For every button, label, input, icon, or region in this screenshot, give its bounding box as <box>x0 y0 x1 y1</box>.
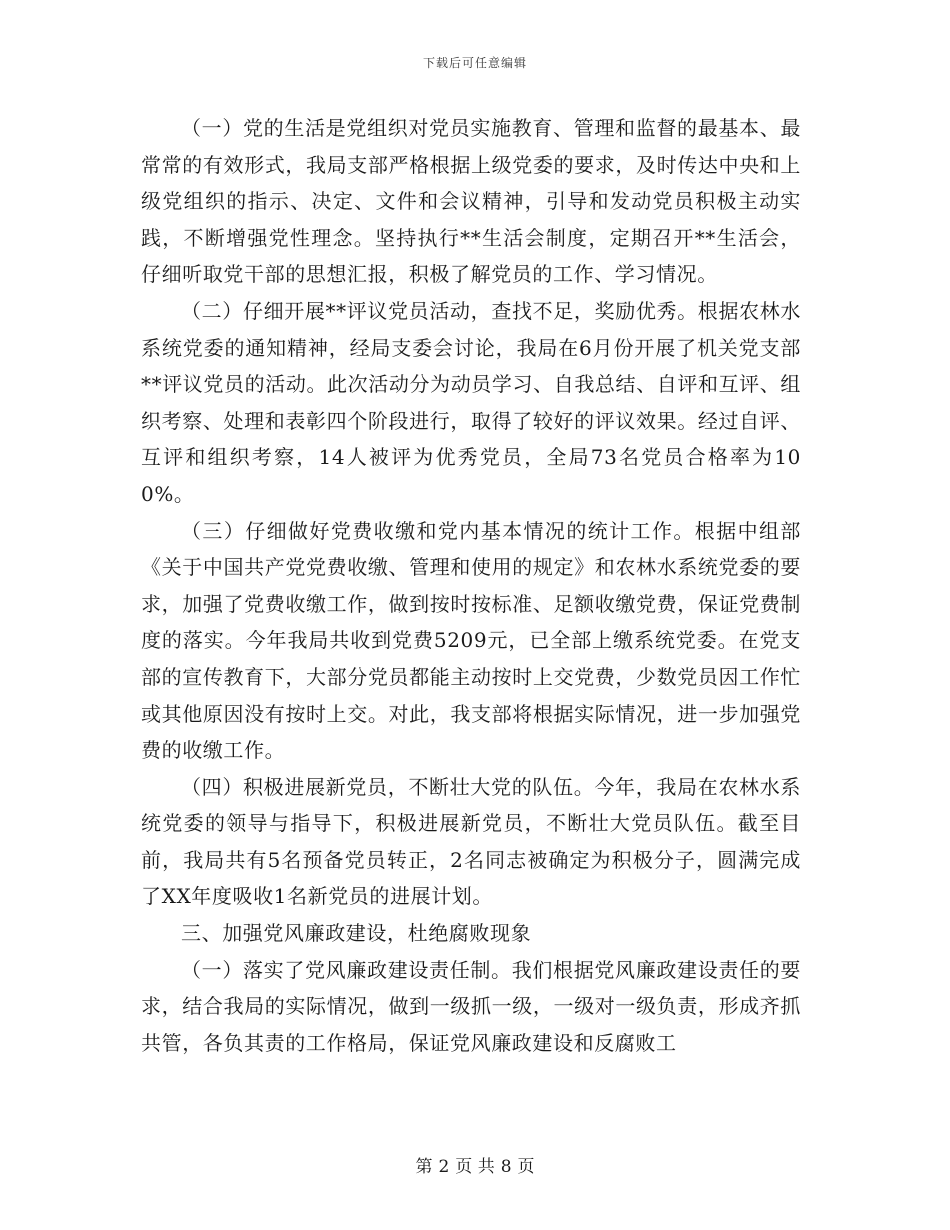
paragraph-5: （一）落实了党风廉政建设责任制。我们根据党风廉政建设责任的要求，结合我局的实际情况，做到一级抓一级，一级对一级负责，形成齐抓共管，各负其责的工作格局，保证党风廉政建设和反腐败工 <box>141 957 801 1055</box>
paragraph-4: （四）积极进展新党员，不断壮大党的队伍。今年，我局在农林水系统党委的领导与指导下，积极进展新党员，不断壮大党员队伍。截至目前，我局共有5名预备党员转正，2名同志被确定为积极分子，圆满完成了XX年度吸收1名新党员的进展计划。 <box>141 774 801 909</box>
footer-current-page: 2 <box>438 1157 450 1177</box>
page-header-note: 下载后可任意编辑 <box>422 56 527 70</box>
paragraph-1: （一）党的生活是党组织对党员实施教育、管理和监督的最基本、最常常的有效形式，我局支部严格根据上级党委的要求，及时传达中央和上级党组织的指示、决定、文件和会议精神，引导和发动党员积极主动实践，不断增强党性理念。坚持执行**生活会制度，定期召开**生活会，仔细听取党干部的思想汇报，积极了解党员的工作、学习情况。 <box>141 116 801 287</box>
page-footer <box>0 1152 950 1177</box>
footer-prefix: 第 <box>415 1157 433 1177</box>
document-body <box>141 110 801 1061</box>
footer-middle: 页 共 <box>455 1157 495 1177</box>
footer-suffix: 页 <box>517 1157 535 1177</box>
section-heading: 三、加强党风廉政建设，杜绝腐败现象 <box>181 921 532 946</box>
paragraph-2: （二）仔细开展**评议党员活动，查找不足，奖励优秀。根据农林水系统党委的通知精神，经局支委会讨论，我局在6月份开展了机关党支部**评议党员的活动。此次活动分为动员学习、自我总结、自评和互评、组织考察、处理和表彰四个阶段进行，取得了较好的评议效果。经过自评、互评和组织考察，14人被评为优秀党员，全局73名党员合格率为100%。 <box>141 298 801 506</box>
paragraph-3: （三）仔细做好党费收缴和党内基本情况的统计工作。根据中组部《关于中国共产党党费收缴、管理和使用的规定》和农林水系统党委的要求，加强了党费收缴工作，做到按时按标准、足额收缴党费，保证党费制度的落实。今年我局共收到党费5209元，已全部上缴系统党委。在党支部的宣传教育下，大部分党员都能主动按时上交党费，少数党员因工作忙或其他原因没有按时上交。对此，我支部将根据实际情况，进一步加强党费的收缴工作。 <box>141 518 801 763</box>
footer-total-pages: 8 <box>500 1157 512 1177</box>
